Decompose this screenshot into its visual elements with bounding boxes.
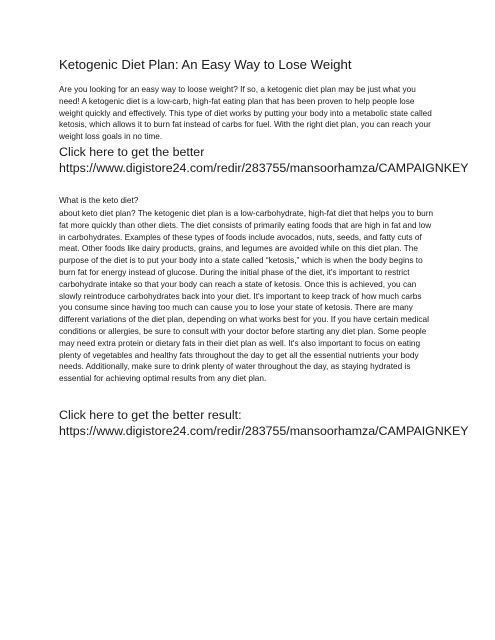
section-question: What is the keto diet? <box>59 196 139 205</box>
cta-block-1[interactable] <box>59 144 469 176</box>
body-paragraph: about keto diet plan? The ketogenic diet plan is a low-carbohydrate, high-fat diet that helps you to burn fat more quickly than other diets. The diet consists of primarily eating foods that are high in fat and low in carbohydrates. Examples of these types of foods include avocados, nuts, seeds, and fatty cuts of meat. Other foods like dairy products, grains, and legumes are avoided while on this diet plan. The purpose of the diet is to put your body into a state called “ketosis,” which is when the body begins to burn fat for energy instead of glucose. During the initial phase of the diet, it's important to restrict carbohydrate intake so that your body can reach a state of ketosis. Once this is achieved, you can slowly reintroduce carbohydrates back into your diet. It's important to keep track of how much carbs you consume since having too much can cause you to lose your state of ketosis. There are many different variations of the diet plan, depending on what works best for you. If you have certain medical conditions or allergies, be sure to consult with your doctor before starting any diet plan. Some people may need extra protein or dietary fats in their diet plan as well. It's also important to focus on eating plenty of vegetables and healthy fats throughout the day to get all the essential nutrients your body needs. Additionally, make sure to drink plenty of water throughout the day, as staying hydrated is essential for achieving optimal results from any diet plan. <box>59 209 434 384</box>
cta-text-1: Click here to get the better <box>59 145 205 159</box>
cta-text-2: Click here to get the better result: <box>59 408 242 422</box>
page-title: Ketogenic Diet Plan: An Easy Way to Lose Weight <box>59 57 352 72</box>
intro-paragraph: Are you looking for an easy way to loose weight? If so, a ketogenic diet plan may be just what you need! A ketogenic diet is a low-carb, high-fat eating plan that has been proven to help people lose weight quickly and effectively. This type of diet works by putting your body into a metabolic state called ketosis, which allows it to burn fat instead of carbs for fuel. With the right diet plan, you can reach your weight loss goals in no time. <box>59 85 432 142</box>
cta-url-2[interactable]: https://www.digistore24.com/redir/283755/mansoorhamza/CAMPAIGNKEY <box>59 424 469 438</box>
cta-url-1[interactable]: https://www.digistore24.com/redir/283755/mansoorhamza/CAMPAIGNKEY <box>59 161 469 175</box>
cta-block-2[interactable] <box>59 407 469 439</box>
